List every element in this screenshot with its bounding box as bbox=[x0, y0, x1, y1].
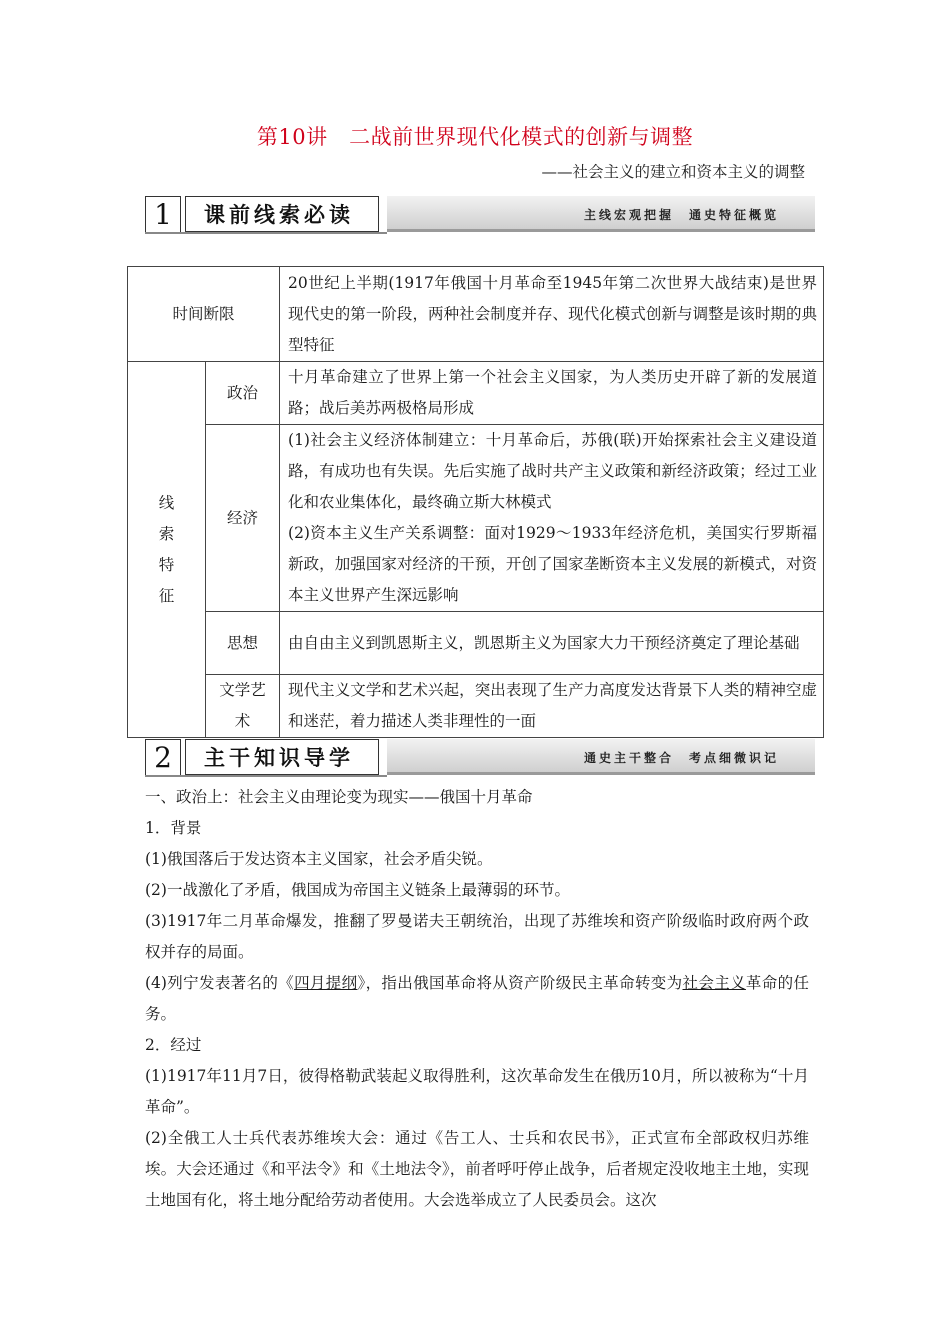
table-row bbox=[128, 267, 824, 362]
features-label bbox=[128, 362, 206, 738]
section-label: 主干知识导学 bbox=[185, 739, 379, 775]
lesson-subtitle: ——社会主义的建立和资本主义的调整 bbox=[541, 163, 805, 181]
section-number: 1 bbox=[145, 196, 181, 234]
row-text-politics: 十月革命建立了世界上第一个社会主义国家，为人类历史开辟了新的发展道路；战后美苏两极格局形成 bbox=[280, 362, 824, 425]
subheading: 1．背景 bbox=[145, 819, 202, 837]
features-char: 特 bbox=[158, 555, 175, 574]
row-text-literature-art: 现代主义文学和艺术兴起，突出表现了生产力高度发达背景下人类的精神空虚和迷茫，着力描述人类非理性的一面 bbox=[280, 675, 824, 738]
row-label-literature-art bbox=[206, 675, 280, 738]
features-char: 征 bbox=[158, 586, 175, 605]
row-label-economy: 经济 bbox=[206, 425, 280, 612]
period-text: 20世纪上半期(1917年俄国十月革命至1945年第二次世界大战结束)是世界现代史的第一阶段，两种社会制度并存、现代化模式创新与调整是该时期的典型特征 bbox=[280, 267, 824, 362]
table-row bbox=[128, 612, 824, 675]
paragraph: (1)1917年11月7日，彼得格勒武装起义取得胜利，这次革命发生在俄历10月，所以被称为“十月革命”。 bbox=[145, 1067, 809, 1116]
table-row bbox=[128, 425, 824, 612]
section-tagline: 通史主干整合 考点细微识记 bbox=[583, 751, 779, 765]
paragraph bbox=[145, 968, 809, 1030]
subheading: 2．经过 bbox=[145, 1036, 202, 1054]
row-text-economy bbox=[280, 425, 824, 612]
economy-point-1: (1)社会主义经济体制建立：十月革命后，苏俄(联)开始探索社会主义建设道路，有成功也有失误。先后实施了战时共产主义政策和新经济政策；经过工业化和农业集体化，最终确立斯大林模式 bbox=[288, 431, 818, 511]
section-banner-2 bbox=[145, 739, 815, 777]
features-char: 线 bbox=[158, 493, 175, 512]
section-number: 2 bbox=[145, 739, 181, 777]
section-tagline: 主线宏观把握 通史特征概览 bbox=[583, 208, 779, 222]
label-line: 文学艺 bbox=[219, 681, 266, 699]
table-row bbox=[128, 362, 824, 425]
section-tagline-bar bbox=[387, 739, 815, 775]
divider bbox=[145, 775, 387, 777]
section-banner-1 bbox=[145, 196, 815, 234]
body-text bbox=[145, 782, 809, 1216]
section-label: 课前线索必读 bbox=[185, 196, 379, 232]
row-label-politics: 政治 bbox=[206, 362, 280, 425]
row-label-thought: 思想 bbox=[206, 612, 280, 675]
lesson-title: 第10讲 二战前世界现代化模式的创新与调整 bbox=[256, 125, 694, 149]
row-text-thought: 由自由主义到凯恩斯主义，凯恩斯主义为国家大力干预经济奠定了理论基础 bbox=[280, 612, 824, 675]
paragraph: (1)俄国落后于发达资本主义国家，社会矛盾尖锐。 bbox=[145, 850, 493, 868]
text-run: 革命的任务。 bbox=[145, 974, 809, 1023]
paragraph: (3)1917年二月革命爆发，推翻了罗曼诺夫王朝统治，出现了苏维埃和资产阶级临时政府两个政权并存的局面。 bbox=[145, 912, 809, 961]
table-row bbox=[128, 675, 824, 738]
section-tagline-bar bbox=[387, 196, 815, 232]
label-line: 术 bbox=[234, 712, 251, 730]
overview-table bbox=[127, 266, 824, 738]
text-run: 》，指出俄国革命将从资产阶级民主革命转变为 bbox=[357, 974, 683, 992]
heading: 一、政治上：社会主义由理论变为现实——俄国十月革命 bbox=[145, 788, 533, 806]
text-run: (4)列宁发表著名的《 bbox=[145, 974, 295, 992]
underlined-term: 四月提纲 bbox=[294, 974, 358, 992]
economy-point-2: (2)资本主义生产关系调整：面对1929～1933年经济危机，美国实行罗斯福新政，加强国家对经济的干预，开创了国家垄断资本主义发展的新模式，对资本主义世界产生深远影响 bbox=[288, 524, 818, 604]
underlined-term: 社会主义 bbox=[682, 974, 746, 992]
period-label: 时间断限 bbox=[128, 267, 280, 362]
features-char: 索 bbox=[158, 524, 175, 543]
paragraph: (2)全俄工人士兵代表苏维埃大会：通过《告工人、士兵和农民书》，正式宣布全部政权归苏维埃。大会还通过《和平法令》和《土地法令》，前者呼吁停止战争，后者规定没收地主土地，实现土地国有化，将土地分配给劳动者使用。大会选举成立了人民委员会。这次 bbox=[145, 1129, 809, 1209]
divider bbox=[145, 232, 387, 234]
paragraph: (2)一战激化了矛盾，俄国成为帝国主义链条上最薄弱的环节。 bbox=[145, 881, 570, 899]
